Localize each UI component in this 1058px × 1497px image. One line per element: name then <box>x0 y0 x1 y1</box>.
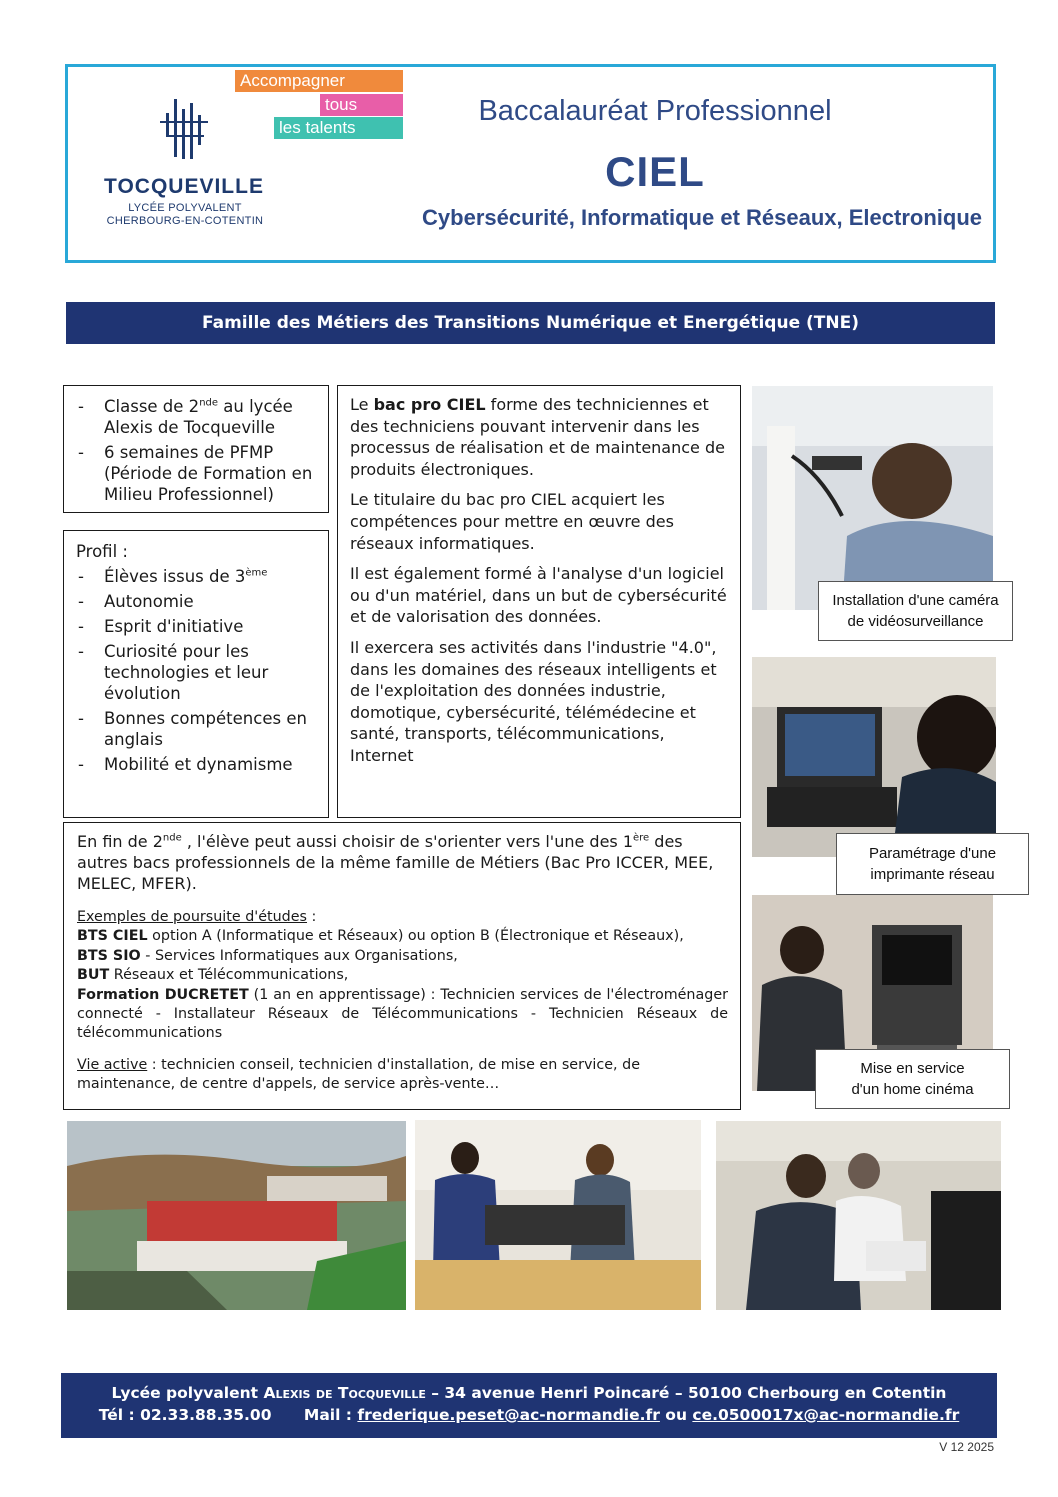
tocqueville-logo-icon <box>160 95 220 165</box>
tagline-tous: tous <box>320 94 403 116</box>
diploma-acronym: CIEL <box>605 148 705 195</box>
vie-active: Vie active : technicien conseil, technicien d'installation, de mise en service, de maintenance, de centre d'appels, de service après-vente… <box>77 1056 640 1093</box>
description-box <box>337 385 741 818</box>
list-item: - 6 semaines de PFMP (Période de Formation en Milieu Professionnel) <box>76 442 318 505</box>
footer <box>61 1373 997 1438</box>
list-item: - Bonnes compétences en anglais <box>76 708 318 750</box>
orientation-box <box>63 822 741 1110</box>
list-item: - Classe de 2nde au lycée Alexis de Tocqueville <box>76 396 318 438</box>
email-link-school[interactable]: ce.0500017x@ac-normandie.fr <box>692 1406 960 1424</box>
logo-wordmark: TOCQUEVILLE <box>104 175 264 198</box>
photo-printer-config <box>752 657 996 857</box>
logo-subtitle: LYCÉE POLYVALENT <box>128 202 242 214</box>
tagline-talents: les talents <box>274 117 403 139</box>
studies-list: Exemples de poursuite d'études : BTS CIEL option A (Informatique et Réseaux) ou option B (Électronique et Réseaux), BTS SIO - Services Informatiques aux Organisations, BUT Réseaux et Télécommunications, Formation DUCRETET (1 an en apprentissage) : Technicien services de l'électroménager connecté - Installateur Réseaux de Télécommunications - Technicien Réseaux de télécommunications <box>77 909 728 1042</box>
caption-printer: Paramétrage d'une imprimante réseau <box>836 833 1029 895</box>
photo-students-computers <box>716 1121 1001 1310</box>
footer-address: Lycée polyvalent Alexis de Tocqueville – 34 avenue Henri Poincaré – 50100 Cherbourg en Cotentin <box>111 1384 947 1402</box>
tagline-accompagner: Accompagner <box>235 70 403 92</box>
diploma-title: Baccalauréat Professionnel <box>478 95 832 127</box>
footer-contact: Tél : 02.33.88.35.00 Mail : frederique.peset@ac-normandie.fr ou ce.0500017x@ac-normandie.fr <box>98 1406 960 1424</box>
list-item: - Esprit d'initiative <box>76 616 318 637</box>
caption-cinema: Mise en service d'un home cinéma <box>815 1049 1010 1109</box>
photo-camera-installation <box>752 386 993 610</box>
description-paragraph: Il exercera ses activités dans l'industrie "4.0", dans les domaines des réseaux intelligents et de l'exploitation des données industrie, domotique, cybersécurité, télémédecine et santé, transports, télécommunications, Internet <box>350 637 717 765</box>
list-item: - Autonomie <box>76 591 318 612</box>
list-item: - Élèves issus de 3ème <box>76 566 318 587</box>
email-link-peset[interactable]: frederique.peset@ac-normandie.fr <box>357 1406 660 1424</box>
classe-box <box>63 385 329 513</box>
description-paragraph: Le titulaire du bac pro CIEL acquiert les compétences pour mettre en œuvre des réseaux informatiques. <box>350 490 674 553</box>
orientation-intro: En fin de 2nde , l'élève peut aussi choisir de s'orienter vers l'une des 1ère des autres bacs professionnels de la même famille de Métiers (Bac Pro ICCER, MEE, MELEC, MFER). <box>77 832 714 893</box>
version-label: V 12 2025 <box>939 1440 994 1454</box>
family-banner: Famille des Métiers des Transitions Numérique et Energétique (TNE) <box>66 302 995 344</box>
logo-subtitle: CHERBOURG-EN-COTENTIN <box>106 215 264 227</box>
list-item: - Mobilité et dynamisme <box>76 754 318 775</box>
description-paragraph: Il est également formé à l'analyse d'un logiciel ou d'un matériel, dans un but de cybersécurité et de valorisation des données. <box>350 564 727 627</box>
profil-box <box>63 530 329 818</box>
photo-school-aerial <box>67 1121 406 1310</box>
profil-title: Profil : <box>76 542 128 561</box>
diploma-fullname: Cybersécurité, Informatique et Réseaux, Electronique <box>422 205 982 230</box>
photo-students-lab <box>415 1120 701 1310</box>
school-logo <box>100 95 270 235</box>
list-item: - Curiosité pour les technologies et leur évolution <box>76 641 318 704</box>
description-paragraph: Le bac pro CIEL forme des techniciennes et des techniciens pouvant intervenir dans les processus de réalisation et de maintenance de produits électroniques. <box>350 395 725 479</box>
caption-camera: Installation d'une caméra de vidéosurveillance <box>818 581 1013 641</box>
